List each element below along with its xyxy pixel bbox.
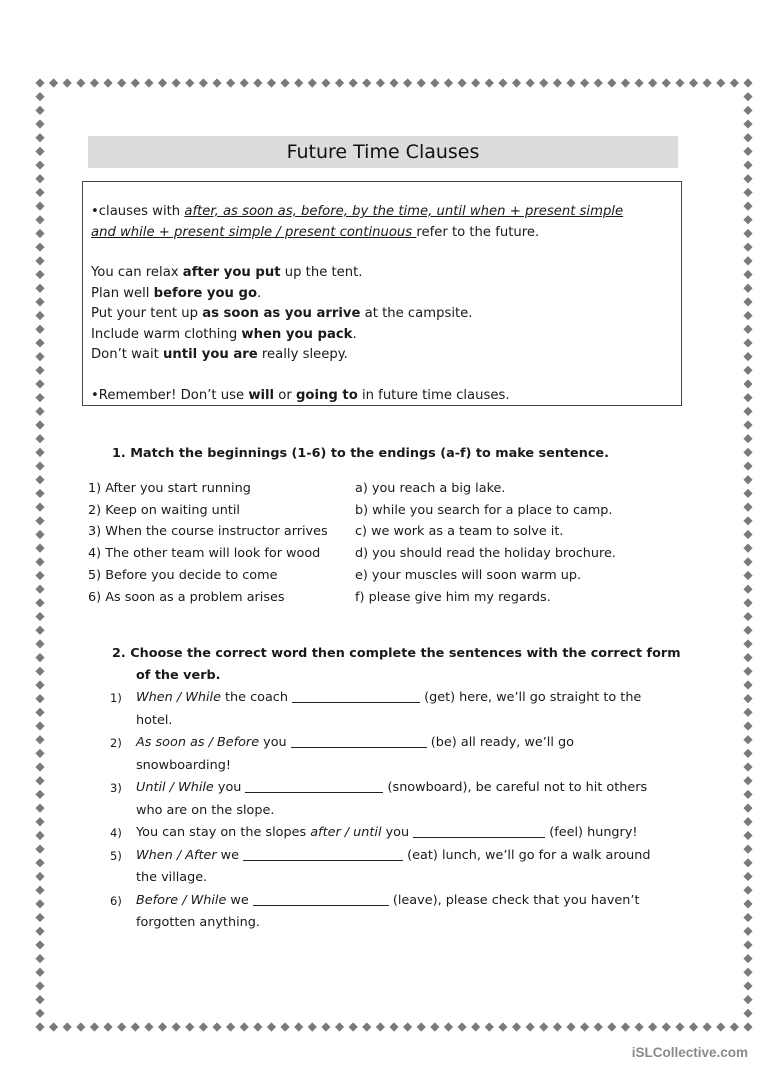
answer-blank[interactable]: [245, 778, 383, 793]
list-item: e) your muscles will soon warm up.: [355, 567, 582, 583]
exercise-1-heading: 1. Match the beginnings (1-6) to the endings (a-f) to make sentence.: [112, 446, 609, 461]
endings-list: [355, 478, 616, 608]
list-item: a) you reach a big lake.: [355, 481, 506, 496]
grammar-rules-box: [82, 181, 682, 406]
list-item: b) while you search for a place to camp.: [355, 502, 613, 518]
list-item: 2) As soon as / Before you (be) all ready, we’ll go snowboarding!: [110, 735, 574, 773]
answer-blank[interactable]: [292, 688, 420, 703]
rule-examples: [91, 263, 681, 366]
list-item: 5) When / After we (eat) lunch, we’ll go for a walk around the village.: [110, 847, 651, 885]
list-item: 5) Before you decide to come: [88, 567, 278, 583]
watermark: iSLCollective.com: [631, 1045, 748, 1060]
list-item: 1) When / While the coach (get) here, we’ll go straight to the hotel.: [110, 690, 642, 728]
list-item: d) you should read the holiday brochure.: [355, 546, 616, 562]
bullet-icon: •: [91, 204, 99, 219]
example-sentence: Include warm clothing when you pack.: [91, 326, 357, 342]
rule-bullet-1-cont: and while + present simple / present continuous refer to the future.: [91, 224, 540, 240]
list-item: f) please give him my regards.: [355, 589, 551, 605]
list-item: 6) As soon as a problem arises: [88, 589, 285, 605]
rule-reminder: •Remember! Don’t use will or going to in future time clauses.: [91, 387, 510, 403]
answer-blank[interactable]: [253, 891, 389, 906]
list-item: 4) You can stay on the slopes after / until you (feel) hungry!: [110, 825, 638, 840]
exercise-2-heading: 2. Choose the correct word then complete the sentences with the correct form of the verb.: [112, 646, 681, 683]
answer-blank[interactable]: [291, 733, 427, 748]
list-item: c) we work as a team to solve it.: [355, 524, 564, 540]
answer-blank[interactable]: [243, 846, 403, 861]
example-sentence: You can relax after you put up the tent.: [91, 265, 363, 280]
example-sentence: Plan well before you go.: [91, 285, 262, 301]
example-sentence: Don’t wait until you are really sleepy.: [91, 347, 348, 362]
bullet-icon: •: [91, 387, 99, 403]
example-sentence: Put your tent up as soon as you arrive at the campsite.: [91, 306, 473, 321]
answer-blank[interactable]: [413, 823, 545, 838]
page-title: Future Time Clauses: [88, 136, 678, 168]
beginnings-list: [88, 478, 328, 608]
list-item: 3) Until / While you (snowboard), be careful not to hit others who are on the slope.: [110, 780, 648, 818]
rule-bullet-1: •clauses with after, as soon as, before, by the time, until when + present simple: [91, 204, 624, 219]
list-item: 3) When the course instructor arrives: [88, 524, 328, 540]
list-item: 6) Before / While we (leave), please check that you haven’t forgotten anything.: [110, 892, 640, 930]
list-item: 1) After you start running: [88, 481, 251, 496]
list-item: 2) Keep on waiting until: [88, 502, 240, 518]
list-item: 4) The other team will look for wood: [88, 546, 321, 562]
exercise-2-items: [110, 687, 690, 935]
